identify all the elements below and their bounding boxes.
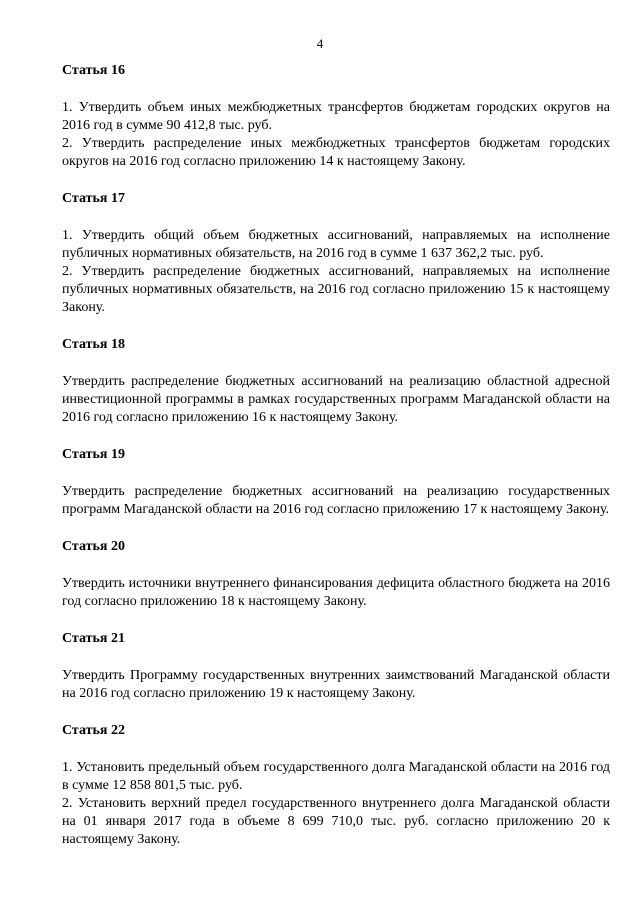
- article-16: [62, 62, 610, 171]
- article-title: Статья 18: [62, 337, 125, 352]
- article-title: Статья 22: [62, 723, 125, 738]
- article-paragraph: 1. Утвердить объем иных межбюджетных трансфертов бюджетам городских округов на 2016 год в сумме 90 412,8 тыс. руб.: [62, 100, 610, 133]
- article-22: [62, 722, 610, 849]
- article-paragraph: Утвердить источники внутреннего финансирования дефицита областного бюджета на 2016 год согласно приложению 18 к настоящему Закону.: [62, 576, 610, 609]
- article-17: [62, 190, 610, 317]
- article-title: Статья 19: [62, 447, 125, 462]
- article-21: [62, 630, 610, 703]
- article-title: Статья 16: [62, 63, 125, 78]
- law-text: [62, 62, 610, 868]
- article-paragraph: 2. Утвердить распределение иных межбюджетных трансфертов бюджетам городских округов на 2016 год согласно приложению 14 к настоящему Закону.: [62, 136, 610, 169]
- article-19: [62, 446, 610, 519]
- article-paragraph: 2. Утвердить распределение бюджетных ассигнований, направляемых на исполнение публичных нормативных обязательств, на 2016 год согласно приложению 15 к настоящему Закону.: [62, 264, 610, 315]
- article-title: Статья 17: [62, 191, 125, 206]
- article-18: [62, 336, 610, 427]
- article-title: Статья 21: [62, 631, 125, 646]
- article-paragraph: Утвердить распределение бюджетных ассигнований на реализацию государственных программ Магаданской области на 2016 год согласно приложению 17 к настоящему Закону.: [62, 484, 610, 517]
- article-paragraph: 1. Установить предельный объем государственного долга Магаданской области на 2016 год в сумме 12 858 801,5 тыс. руб.: [62, 760, 610, 793]
- article-20: [62, 538, 610, 611]
- article-paragraph: 2. Установить верхний предел государственного внутреннего долга Магаданской области на 01 января 2017 года в объеме 8 699 710,0 тыс. руб. согласно приложению 20 к настоящему Закону.: [62, 796, 610, 847]
- article-paragraph: 1. Утвердить общий объем бюджетных ассигнований, направляемых на исполнение публичных нормативных обязательств, на 2016 год в сумме 1 637 362,2 тыс. руб.: [62, 228, 610, 261]
- article-title: Статья 20: [62, 539, 125, 554]
- article-paragraph: Утвердить распределение бюджетных ассигнований на реализацию областной адресной инвестиционной программы в рамках государственных программ Магаданской области на 2016 год согласно приложению 16 к настоящему Закону.: [62, 374, 610, 425]
- page-number: 4: [316, 36, 324, 51]
- article-paragraph: Утвердить Программу государственных внутренних заимствований Магаданской области на 2016 год согласно приложению 19 к настоящему Закону.: [62, 668, 610, 701]
